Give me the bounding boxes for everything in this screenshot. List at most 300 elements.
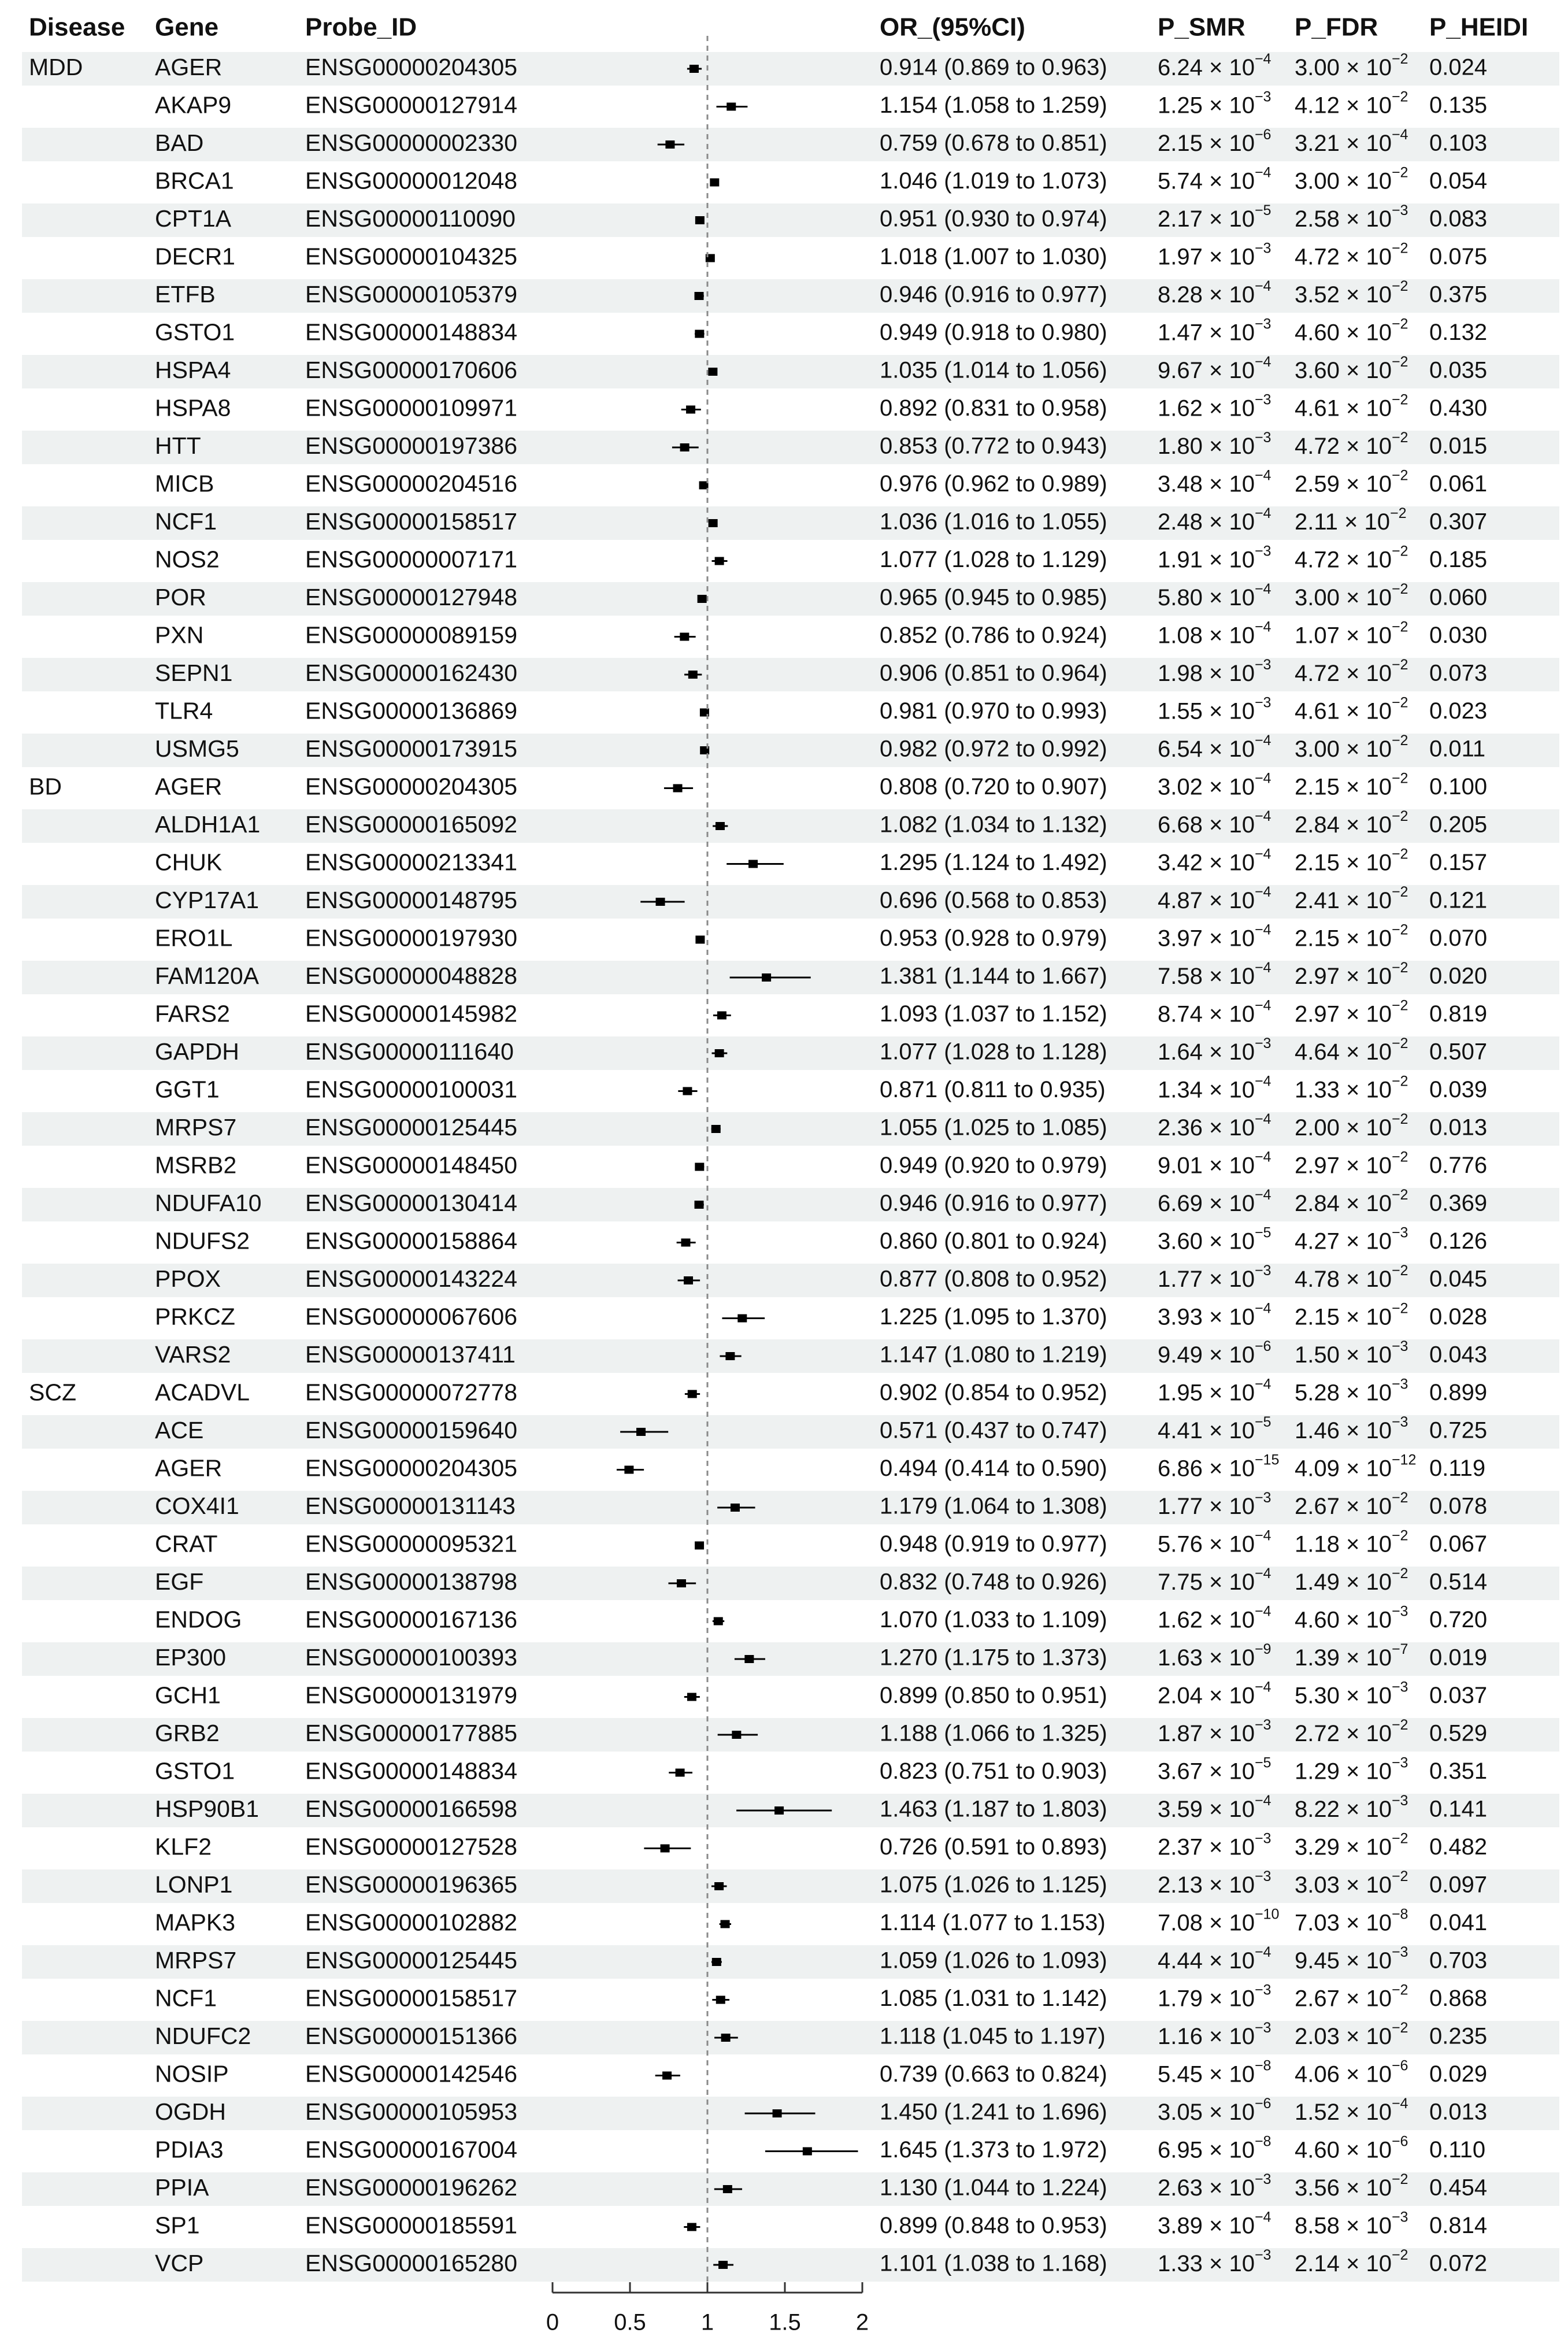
p-smr-value-exponent: −3 [1254, 2019, 1272, 2036]
p-fdr-value-exponent: −2 [1391, 770, 1408, 787]
or-point [773, 2109, 782, 2117]
p-fdr-value-times-ten: × 10 [1339, 2137, 1392, 2163]
p-smr-value [1158, 732, 1272, 762]
or-ci-value: 0.696 (0.568 to 0.853) [880, 887, 1107, 913]
table-row [155, 619, 1487, 648]
p-heidi-value: 0.135 [1429, 92, 1488, 119]
or-ci-value: 1.270 (1.175 to 1.373) [880, 1645, 1107, 1671]
probe-id: ENSG00000125445 [305, 1946, 518, 1974]
p-smr-value [1158, 1035, 1271, 1065]
or-ci-value: 1.188 (1.066 to 1.325) [880, 1720, 1107, 1746]
p-smr-value-times-ten: × 10 [1202, 1986, 1255, 2012]
p-fdr-value-mantissa: 2.00 [1295, 1115, 1340, 1141]
p-fdr-value [1295, 88, 1408, 118]
or-point [715, 557, 724, 565]
p-smr-value-mantissa: 3.05 [1158, 2099, 1203, 2125]
or-point [715, 1049, 724, 1057]
p-fdr-value-exponent: −2 [1391, 316, 1408, 332]
p-smr-value [1158, 1982, 1271, 2011]
p-smr-value-mantissa: 3.02 [1158, 774, 1203, 800]
p-smr-value-exponent: −5 [1254, 1413, 1272, 1430]
p-fdr-value-exponent: −8 [1391, 1906, 1408, 1923]
p-smr-value-exponent: −3 [1254, 88, 1272, 105]
probe-id: ENSG00000143224 [305, 1265, 518, 1292]
p-fdr-value-exponent: −2 [1391, 353, 1408, 370]
p-fdr-value-mantissa: 2.15 [1295, 925, 1340, 951]
p-fdr-value-mantissa: 2.03 [1295, 2023, 1340, 2049]
p-fdr-value-times-ten: × 10 [1339, 357, 1392, 383]
p-smr-value [1158, 770, 1272, 799]
p-fdr-value-mantissa: 2.67 [1295, 1493, 1340, 1519]
p-smr-value-exponent: −4 [1254, 277, 1272, 294]
table-row [155, 467, 1487, 497]
p-smr-value-mantissa: 6.68 [1158, 812, 1203, 838]
p-heidi-value: 0.073 [1429, 660, 1488, 686]
p-fdr-value-mantissa: 2.97 [1295, 963, 1340, 989]
p-smr-value-mantissa: 2.48 [1158, 509, 1203, 535]
or-ci-value: 1.130 (1.044 to 1.224) [880, 2175, 1107, 2201]
p-fdr-value-mantissa: 4.61 [1295, 698, 1340, 724]
or-point [708, 368, 717, 376]
probe-id: ENSG00000111640 [305, 1038, 514, 1065]
p-smr-value-exponent: −4 [1254, 883, 1272, 900]
p-heidi-value: 0.072 [1429, 2250, 1488, 2276]
p-fdr-value-exponent: −2 [1391, 277, 1408, 294]
p-smr-value-exponent: −6 [1254, 126, 1272, 143]
or-ci-value: 0.899 (0.848 to 0.953) [880, 2213, 1107, 2239]
p-fdr-value-exponent: −7 [1391, 1641, 1408, 1657]
gene-label: BRCA1 [155, 167, 234, 194]
p-fdr-value-times-ten: × 10 [1339, 1683, 1392, 1709]
or-ci-value: 1.114 (1.077 to 1.153) [880, 1910, 1106, 1936]
p-heidi-value: 0.185 [1429, 547, 1488, 573]
probe-id: ENSG00000127528 [305, 1833, 518, 1860]
p-fdr-value-exponent: −3 [1391, 1754, 1408, 1771]
or-point [732, 1731, 741, 1739]
p-smr-value-times-ten: × 10 [1202, 963, 1255, 989]
p-fdr-value-exponent: −3 [1391, 1792, 1408, 1809]
or-point [680, 633, 689, 641]
p-fdr-value [1295, 1793, 1408, 1822]
or-ci-value: 0.494 (0.414 to 0.590) [880, 1456, 1107, 1482]
gene-label: NCF1 [155, 508, 217, 535]
p-smr-value-times-ten: × 10 [1202, 168, 1255, 194]
or-point [656, 898, 665, 906]
column-header-disease: Disease [29, 13, 125, 42]
probe-id: ENSG00000148834 [305, 1757, 518, 1784]
p-heidi-value: 0.369 [1429, 1190, 1488, 1216]
probe-id: ENSG00000197930 [305, 924, 518, 951]
p-fdr-value-exponent: −2 [1391, 1110, 1408, 1127]
p-smr-value [1158, 1149, 1272, 1178]
gene-label: GSTO1 [155, 1757, 235, 1784]
p-smr-value-mantissa: 1.91 [1158, 547, 1203, 573]
p-smr-value-exponent: −4 [1254, 164, 1272, 181]
p-smr-value [1158, 391, 1271, 421]
gene-label: USMG5 [155, 735, 239, 762]
gene-label: ACADVL [155, 1379, 250, 1406]
p-fdr-value-times-ten: × 10 [1339, 1190, 1392, 1216]
p-heidi-value: 0.041 [1429, 1910, 1488, 1936]
p-smr-value-times-ten: × 10 [1202, 2061, 1255, 2087]
gene-label: PPOX [155, 1265, 221, 1292]
p-smr-value-times-ten: × 10 [1202, 1569, 1255, 1595]
p-fdr-value-mantissa: 1.39 [1295, 1645, 1340, 1671]
p-smr-value-exponent: −4 [1254, 808, 1272, 824]
p-fdr-value-exponent: −2 [1391, 1186, 1408, 1203]
p-fdr-value-exponent: −12 [1391, 1452, 1417, 1468]
probe-id: ENSG00000167136 [305, 1606, 518, 1633]
p-fdr-value-exponent: −2 [1391, 50, 1408, 67]
p-fdr-value-exponent: −2 [1391, 391, 1408, 408]
or-ci-value: 1.059 (1.026 to 1.093) [880, 1947, 1107, 1974]
or-ci-value: 0.877 (0.808 to 0.952) [880, 1266, 1107, 1292]
p-smr-value [1158, 1754, 1271, 1784]
p-smr-value-mantissa: 2.36 [1158, 1115, 1203, 1141]
p-fdr-value-times-ten: × 10 [1339, 1872, 1392, 1898]
p-smr-value [1158, 467, 1272, 497]
probe-id: ENSG00000127914 [305, 91, 518, 119]
or-point [695, 1201, 704, 1209]
p-fdr-value [1295, 808, 1408, 838]
table-row [155, 1830, 1487, 1860]
p-smr-value [1158, 657, 1271, 686]
p-smr-value [1158, 164, 1272, 194]
p-fdr-value-exponent: −2 [1391, 88, 1408, 105]
p-smr-value-times-ten: × 10 [1202, 1531, 1255, 1557]
p-smr-value-exponent: −4 [1254, 1679, 1272, 1695]
table-row [155, 1906, 1487, 1935]
p-smr-value [1158, 846, 1272, 875]
p-fdr-value-times-ten: × 10 [1339, 1077, 1392, 1103]
p-smr-value-times-ten: × 10 [1202, 547, 1255, 573]
p-fdr-value-exponent: −2 [1391, 1527, 1408, 1544]
p-fdr-value-exponent: −3 [1391, 2209, 1408, 2226]
p-fdr-value-times-ten: × 10 [1339, 1228, 1392, 1254]
p-smr-value-exponent: −3 [1254, 1262, 1272, 1279]
p-fdr-value-exponent: −2 [1391, 580, 1408, 597]
p-smr-value-mantissa: 1.25 [1158, 92, 1203, 119]
p-smr-value-mantissa: 9.67 [1158, 357, 1203, 383]
p-fdr-value-times-ten: × 10 [1339, 698, 1392, 724]
p-smr-value-times-ten: × 10 [1202, 887, 1255, 913]
p-smr-value-exponent: −8 [1254, 2057, 1272, 2074]
gene-label: CYP17A1 [155, 886, 260, 913]
p-fdr-value-times-ten: × 10 [1339, 1834, 1392, 1860]
gene-label: SP1 [155, 2212, 200, 2239]
p-fdr-value [1295, 1149, 1408, 1178]
p-fdr-value [1295, 1187, 1408, 1216]
or-ci-value: 0.571 (0.437 to 0.747) [880, 1417, 1107, 1443]
or-ci-value: 0.871 (0.811 to 0.935) [880, 1077, 1106, 1103]
p-fdr-value-times-ten: × 10 [1339, 92, 1392, 119]
p-heidi-value: 0.110 [1429, 2137, 1486, 2163]
gene-label: LONP1 [155, 1871, 233, 1898]
probe-id: ENSG00000002330 [305, 129, 518, 156]
p-fdr-value [1295, 1565, 1408, 1595]
gene-label: PXN [155, 621, 204, 649]
or-ci-value: 1.101 (1.038 to 1.168) [880, 2250, 1107, 2276]
p-fdr-value-mantissa: 4.06 [1295, 2061, 1340, 2087]
p-smr-value-times-ten: × 10 [1202, 433, 1255, 459]
gene-label: CHUK [155, 849, 223, 876]
p-fdr-value-times-ten: × 10 [1339, 2061, 1392, 2087]
or-ci-value: 0.948 (0.919 to 0.977) [880, 1531, 1107, 1557]
p-fdr-value-times-ten: × 10 [1339, 54, 1392, 80]
p-fdr-value-times-ten: × 10 [1339, 1417, 1392, 1443]
or-point [695, 1542, 704, 1550]
p-fdr-value-times-ten: × 10 [1339, 774, 1392, 800]
p-smr-value [1158, 2247, 1271, 2276]
p-fdr-value [1295, 2209, 1408, 2238]
table-row [155, 1149, 1487, 1178]
or-ci-value: 0.951 (0.930 to 0.974) [880, 206, 1107, 232]
gene-label: DECR1 [155, 243, 235, 270]
p-fdr-value [1295, 1452, 1416, 1481]
probe-id: ENSG00000159640 [305, 1416, 518, 1443]
p-fdr-value-mantissa: 9.45 [1295, 1947, 1340, 1974]
gene-label: GRB2 [155, 1719, 220, 1746]
gene-label: PPIA [155, 2174, 209, 2201]
or-point [695, 1163, 704, 1171]
or-ci-value: 0.852 (0.786 to 0.924) [880, 623, 1107, 649]
p-fdr-value [1295, 1111, 1408, 1141]
or-point [723, 2185, 732, 2193]
table-row [155, 846, 1487, 875]
p-smr-value [1158, 921, 1272, 951]
p-heidi-value: 0.514 [1429, 1569, 1488, 1595]
p-smr-value-mantissa: 3.97 [1158, 925, 1203, 951]
probe-id: ENSG00000110090 [305, 205, 516, 232]
or-point [673, 784, 683, 793]
probe-id: ENSG00000105379 [305, 280, 518, 308]
p-smr-value-times-ten: × 10 [1202, 698, 1255, 724]
p-heidi-value: 0.507 [1429, 1039, 1488, 1065]
p-fdr-value [1295, 2020, 1408, 2049]
p-fdr-value-mantissa: 3.00 [1295, 168, 1340, 194]
p-fdr-value-times-ten: × 10 [1339, 887, 1392, 913]
p-smr-value-exponent: −4 [1254, 1792, 1272, 1809]
or-ci-value: 1.018 (1.007 to 1.030) [880, 244, 1107, 270]
or-point [714, 1882, 724, 1890]
p-fdr-value [1295, 1982, 1408, 2011]
gene-label: SEPN1 [155, 659, 233, 686]
p-heidi-value: 0.019 [1429, 1645, 1488, 1671]
table-row [155, 2057, 1487, 2087]
or-ci-value: 1.147 (1.080 to 1.219) [880, 1342, 1107, 1368]
p-smr-value-exponent: −4 [1254, 921, 1272, 938]
p-fdr-value-mantissa: 4.60 [1295, 1607, 1340, 1633]
p-fdr-value-times-ten: × 10 [1339, 395, 1392, 421]
p-fdr-value-exponent: −2 [1391, 1300, 1408, 1317]
or-point [695, 292, 704, 300]
column-header-pfdr: P_FDR [1295, 13, 1378, 42]
table-row [155, 1754, 1487, 1784]
column-headers [29, 13, 1528, 42]
table-row [155, 1452, 1485, 1481]
p-fdr-value-times-ten: × 10 [1339, 1796, 1392, 1822]
p-fdr-value-mantissa: 1.50 [1295, 1342, 1340, 1368]
or-point [690, 65, 699, 73]
p-fdr-value [1295, 2095, 1408, 2125]
p-smr-value-times-ten: × 10 [1202, 1645, 1255, 1671]
p-smr-value-times-ten: × 10 [1202, 1796, 1255, 1822]
p-smr-value [1158, 960, 1272, 989]
table-row [155, 391, 1487, 421]
or-point [718, 2261, 728, 2269]
p-smr-value [1158, 808, 1272, 838]
p-heidi-value: 0.030 [1429, 623, 1488, 649]
p-smr-value-times-ten: × 10 [1202, 54, 1255, 80]
p-heidi-value: 0.141 [1429, 1796, 1488, 1822]
p-heidi-value: 0.430 [1429, 395, 1488, 421]
p-fdr-value-mantissa: 8.58 [1295, 2213, 1340, 2239]
probe-id: ENSG00000100393 [305, 1643, 518, 1671]
p-smr-value-times-ten: × 10 [1202, 1304, 1255, 1330]
p-heidi-value: 0.078 [1429, 1493, 1488, 1519]
p-heidi-value: 0.819 [1429, 1001, 1488, 1027]
p-fdr-value [1295, 391, 1408, 421]
p-fdr-value-exponent: −2 [1391, 997, 1408, 1014]
table-row [155, 921, 1487, 951]
p-fdr-value [1295, 430, 1408, 459]
p-smr-value-mantissa: 5.80 [1158, 584, 1203, 610]
gene-label: GAPDH [155, 1038, 239, 1065]
p-heidi-value: 0.482 [1429, 1834, 1488, 1860]
p-fdr-value-times-ten: × 10 [1339, 244, 1392, 270]
gene-label: NDUFC2 [155, 2022, 251, 2049]
p-fdr-value-exponent: −2 [1391, 1149, 1408, 1165]
or-ci-value: 1.082 (1.034 to 1.132) [880, 812, 1107, 838]
p-fdr-value-exponent: −3 [1391, 1679, 1408, 1695]
p-smr-value-exponent: −4 [1254, 1943, 1272, 1960]
p-fdr-value-exponent: −2 [1391, 808, 1408, 824]
p-smr-value [1158, 1376, 1272, 1405]
probe-id: ENSG00000109971 [305, 394, 518, 421]
probe-id: ENSG00000131143 [305, 1492, 516, 1519]
p-fdr-value-times-ten: × 10 [1339, 1986, 1392, 2012]
p-fdr-value [1295, 997, 1408, 1027]
p-smr-value-times-ten: × 10 [1202, 925, 1255, 951]
p-smr-value-exponent: −3 [1254, 1830, 1272, 1847]
x-tick-label: 0 [546, 2309, 559, 2335]
p-heidi-value: 0.454 [1429, 2175, 1488, 2201]
probe-id: ENSG00000196365 [305, 1871, 518, 1898]
p-smr-value-mantissa: 3.89 [1158, 2213, 1203, 2239]
p-smr-value-times-ten: × 10 [1202, 1607, 1255, 1633]
p-heidi-value: 0.235 [1429, 2023, 1488, 2049]
table-row [155, 164, 1487, 194]
p-fdr-value-exponent: −3 [1391, 1603, 1408, 1620]
p-smr-value [1158, 1300, 1272, 1330]
p-smr-value-times-ten: × 10 [1202, 357, 1255, 383]
p-smr-value-times-ten: × 10 [1202, 282, 1255, 308]
gene-label: TLR4 [155, 697, 213, 724]
gene-label: GCH1 [155, 1682, 221, 1709]
table-row [155, 694, 1487, 724]
or-ci-value: 1.118 (1.045 to 1.197) [880, 2023, 1106, 2049]
p-fdr-value-exponent: −3 [1391, 1943, 1408, 1960]
p-fdr-value-exponent: −2 [1391, 240, 1408, 257]
p-heidi-value: 0.013 [1429, 1115, 1488, 1141]
p-smr-value [1158, 1338, 1271, 1368]
p-smr-value-times-ten: × 10 [1202, 1380, 1255, 1406]
p-fdr-value [1295, 921, 1408, 951]
or-ci-value: 1.093 (1.037 to 1.152) [880, 1001, 1107, 1027]
p-fdr-value-exponent: −2 [1391, 732, 1408, 749]
probe-id: ENSG00000173915 [305, 735, 518, 762]
p-smr-value [1158, 505, 1272, 535]
p-fdr-value-exponent: −2 [1391, 429, 1408, 446]
p-smr-value-times-ten: × 10 [1202, 130, 1255, 156]
p-heidi-value: 0.037 [1429, 1683, 1488, 1709]
p-smr-value [1158, 354, 1272, 383]
p-fdr-value-mantissa: 2.72 [1295, 1720, 1340, 1746]
p-smr-value [1158, 2133, 1271, 2163]
p-smr-value-mantissa: 1.16 [1158, 2023, 1203, 2049]
p-smr-value [1158, 1944, 1272, 1974]
or-ci-value: 1.295 (1.124 to 1.492) [880, 850, 1107, 876]
p-smr-value-mantissa: 6.69 [1158, 1190, 1203, 1216]
p-heidi-value: 0.126 [1429, 1228, 1488, 1254]
column-header-psmr: P_SMR [1158, 13, 1245, 42]
p-smr-value-mantissa: 3.59 [1158, 1796, 1203, 1822]
p-heidi-value: 0.070 [1429, 925, 1488, 951]
probe-id: ENSG00000137411 [305, 1341, 516, 1368]
p-smr-value-exponent: −9 [1254, 1641, 1272, 1657]
gene-label: NOSIP [155, 2060, 229, 2087]
p-fdr-value-times-ten: × 10 [1339, 850, 1392, 876]
p-heidi-value: 0.205 [1429, 812, 1488, 838]
p-fdr-value-times-ten: × 10 [1339, 1342, 1392, 1368]
p-smr-value-exponent: −4 [1254, 770, 1272, 787]
p-heidi-value: 0.121 [1429, 887, 1488, 913]
p-fdr-value [1295, 1906, 1408, 1935]
p-smr-value-times-ten: × 10 [1202, 1228, 1255, 1254]
p-smr-value-times-ten: × 10 [1202, 623, 1255, 649]
p-fdr-value-mantissa: 3.00 [1295, 736, 1340, 762]
p-fdr-value-mantissa: 1.18 [1295, 1531, 1340, 1557]
p-smr-value-times-ten: × 10 [1202, 812, 1255, 838]
p-smr-value-exponent: −3 [1254, 316, 1272, 332]
p-smr-value [1158, 88, 1271, 118]
p-heidi-value: 0.054 [1429, 168, 1488, 194]
p-fdr-value-mantissa: 4.27 [1295, 1228, 1340, 1254]
x-axis [546, 2282, 869, 2335]
probe-id: ENSG00000105953 [305, 2098, 518, 2125]
or-ci-value: 1.645 (1.373 to 1.972) [880, 2137, 1107, 2163]
p-fdr-value-mantissa: 2.15 [1295, 774, 1340, 800]
p-fdr-value [1295, 2247, 1408, 2276]
p-smr-value-exponent: −4 [1254, 1565, 1272, 1582]
p-fdr-value-mantissa: 7.03 [1295, 1910, 1340, 1936]
p-smr-value-exponent: −3 [1254, 1982, 1272, 1998]
p-fdr-value-mantissa: 4.60 [1295, 320, 1340, 346]
p-fdr-value-mantissa: 2.14 [1295, 2250, 1340, 2276]
p-smr-value [1158, 1868, 1271, 1898]
or-point [709, 519, 718, 527]
p-fdr-value [1295, 1944, 1408, 1974]
p-fdr-value [1295, 1868, 1408, 1898]
probe-id: ENSG00000095321 [305, 1530, 518, 1557]
p-fdr-value-times-ten: × 10 [1339, 1039, 1392, 1065]
p-smr-value-exponent: −3 [1254, 240, 1272, 257]
or-point [716, 1996, 725, 2004]
p-fdr-value [1295, 2057, 1408, 2087]
p-smr-value [1158, 316, 1271, 345]
p-fdr-value-exponent: −2 [1391, 467, 1408, 484]
or-point [712, 1958, 721, 1966]
